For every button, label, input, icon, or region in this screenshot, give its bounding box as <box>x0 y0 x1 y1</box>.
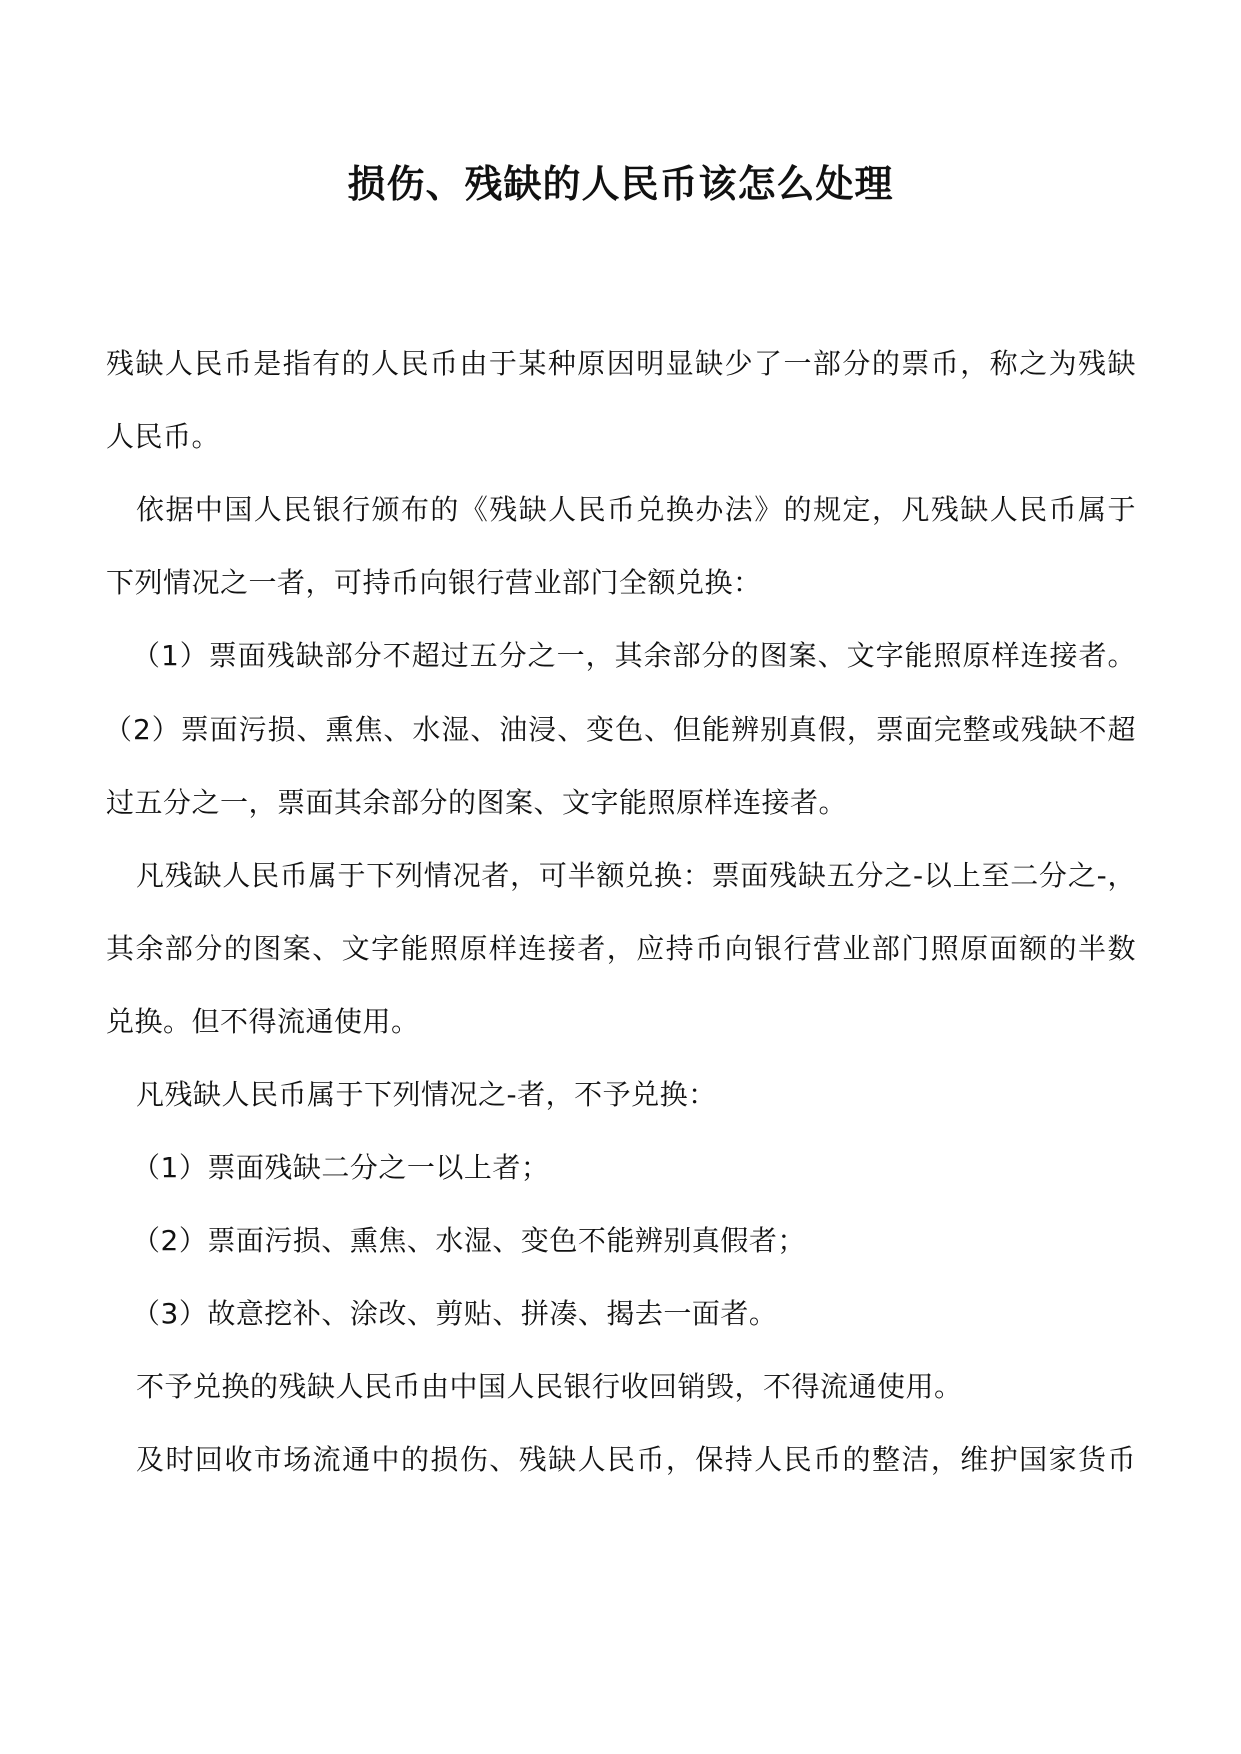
list-item: （2）票面污损、熏焦、水湿、变色不能辨别真假者； <box>132 1224 806 1257</box>
paragraph-line: 凡残缺人民币属于下列情况之-者，不予兑换： <box>136 1078 717 1111</box>
paragraph-line: 兑换。但不得流通使用。 <box>106 1005 420 1038</box>
paragraph-line: 残缺人民币是指有的人民币由于某种原因明显缺少了一部分的票币，称之为残缺 <box>106 347 1136 380</box>
paragraph-line: 下列情况之一者，可持币向银行营业部门全额兑换： <box>106 566 762 599</box>
paragraph-line: （2）票面污损、熏焦、水湿、油浸、变色、但能辨别真假，票面完整或残缺不超 <box>104 713 1136 746</box>
paragraph-line: （1）票面残缺部分不超过五分之一，其余部分的图案、文字能照原样连接者。 <box>132 639 1136 672</box>
list-item: （1）票面残缺二分之一以上者； <box>132 1151 550 1184</box>
list-item: （3）故意挖补、涂改、剪贴、拼凑、揭去一面者。 <box>132 1297 778 1330</box>
paragraph-line: 凡残缺人民币属于下列情况者，可半额兑换：票面残缺五分之-以上至二分之-， <box>136 859 1136 892</box>
paragraph-line: 其余部分的图案、文字能照原样连接者，应持币向银行营业部门照原面额的半数 <box>106 932 1136 965</box>
paragraph-line: 过五分之一，票面其余部分的图案、文字能照原样连接者。 <box>106 786 848 819</box>
paragraph-line: 依据中国人民银行颁布的《残缺人民币兑换办法》的规定，凡残缺人民币属于 <box>136 493 1136 526</box>
paragraph-line: 不予兑换的残缺人民币由中国人民银行收回销毁，不得流通使用。 <box>136 1370 963 1403</box>
paragraph-line: 及时回收市场流通中的损伤、残缺人民币，保持人民币的整洁，维护国家货币 <box>136 1443 1136 1476</box>
paragraph-line: 人民币。 <box>106 420 221 453</box>
document-title: 损伤、残缺的人民币该怎么处理 <box>347 161 894 206</box>
